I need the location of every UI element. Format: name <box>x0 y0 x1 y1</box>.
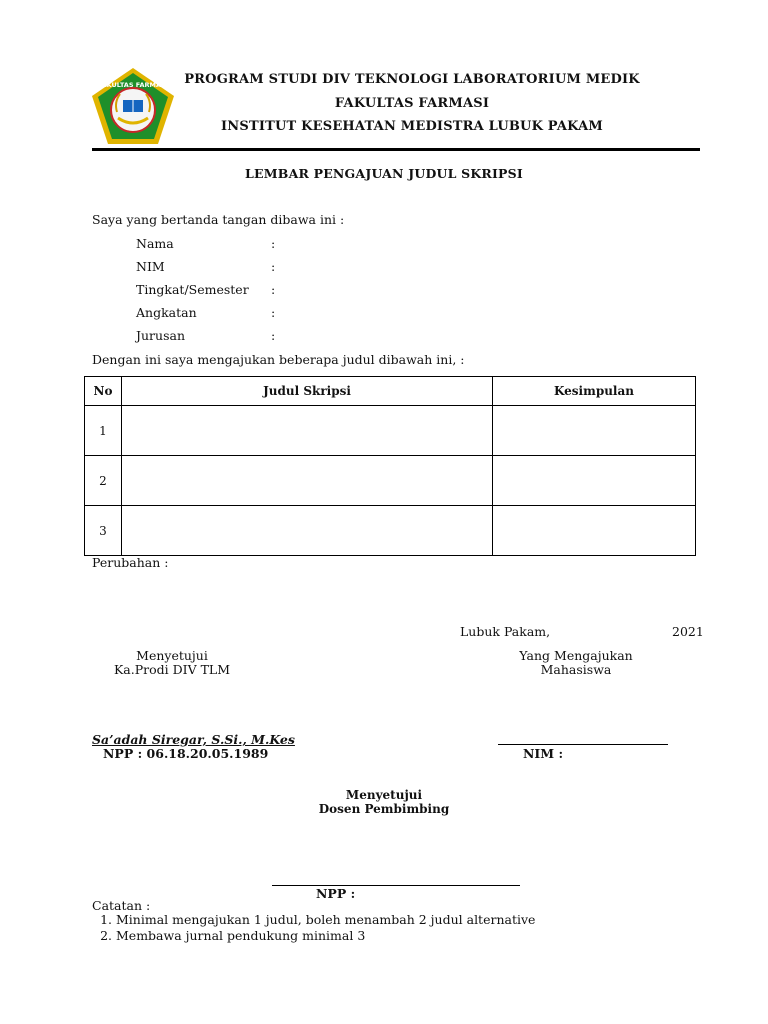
thesis-title-table <box>84 376 696 556</box>
year-text: 2021 <box>672 624 704 639</box>
supervisor-npp: NPP : <box>316 886 356 901</box>
table-header-row <box>85 377 696 406</box>
supervisor-role-label: Dosen Pembimbing <box>318 802 450 816</box>
list-item: 1. Minimal mengajukan 1 judul, boleh menambah 2 judul alternative <box>116 912 535 928</box>
list-item: 2. Membawa jurnal pendukung minimal 3 <box>116 928 535 944</box>
header-divider <box>92 148 700 151</box>
table-row <box>85 406 696 456</box>
table-row <box>85 506 696 556</box>
field-label-nim: NIM <box>136 259 165 274</box>
statement-text: Dengan ini saya mengajukan beberapa judul dibawah ini, : <box>92 352 465 367</box>
perubahan-label: Perubahan : <box>92 555 169 570</box>
kesimpulan-cell[interactable] <box>493 456 696 506</box>
field-sep: : <box>271 328 276 343</box>
column-header-judul: Judul Skripsi <box>122 377 493 406</box>
notes-list <box>92 912 535 944</box>
place-text: Lubuk Pakam, <box>460 624 551 639</box>
right-submit-label: Yang Mengajukan <box>519 648 633 663</box>
header-institute: INSTITUT KESEHATAN MEDISTRA LUBUK PAKAM <box>221 119 603 134</box>
field-sep: : <box>271 282 276 297</box>
field-sep: : <box>271 236 276 251</box>
student-signature-line <box>498 744 668 745</box>
left-approval-label: Menyetujui <box>136 648 208 663</box>
header-faculty: FAKULTAS FARMASI <box>334 96 490 111</box>
row-number: 2 <box>85 456 122 506</box>
field-label-angkatan: Angkatan <box>136 305 197 320</box>
kesimpulan-cell[interactable] <box>493 406 696 456</box>
field-label-jurusan: Jurusan <box>136 328 186 343</box>
kaprodi-npp: NPP : 06.18.20.05.1989 <box>103 746 269 761</box>
svg-text:FAKULTAS FARMASI: FAKULTAS FARMASI <box>97 81 169 89</box>
intro-text: Saya yang bertanda tangan dibawa ini : <box>92 212 345 227</box>
supervisor-approval-label: Menyetujui <box>345 788 423 802</box>
judul-cell[interactable] <box>122 506 493 556</box>
field-sep: : <box>271 259 276 274</box>
supervisor-signature-line <box>272 885 520 886</box>
header-program: PROGRAM STUDI DIV TEKNOLOGI LABORATORIUM MEDIK <box>184 72 640 87</box>
left-role-label: Ka.Prodi DIV TLM <box>113 662 231 677</box>
kaprodi-name: Sa’adah Siregar, S.Si., M.Kes <box>92 732 295 747</box>
row-number: 3 <box>85 506 122 556</box>
row-number: 1 <box>85 406 122 456</box>
column-header-no: No <box>85 377 122 406</box>
column-header-kesimpulan: Kesimpulan <box>493 377 696 406</box>
field-label-tingkat: Tingkat/Semester <box>136 282 249 297</box>
document-title: LEMBAR PENGAJUAN JUDUL SKRIPSI <box>245 166 523 181</box>
field-label-nama: Nama <box>136 236 174 251</box>
notes-heading: Catatan : <box>92 898 151 913</box>
field-sep: : <box>271 305 276 320</box>
judul-cell[interactable] <box>122 406 493 456</box>
table-row <box>85 456 696 506</box>
student-nim: NIM : <box>523 746 564 761</box>
right-role-label: Mahasiswa <box>540 662 612 677</box>
judul-cell[interactable] <box>122 456 493 506</box>
kesimpulan-cell[interactable] <box>493 506 696 556</box>
